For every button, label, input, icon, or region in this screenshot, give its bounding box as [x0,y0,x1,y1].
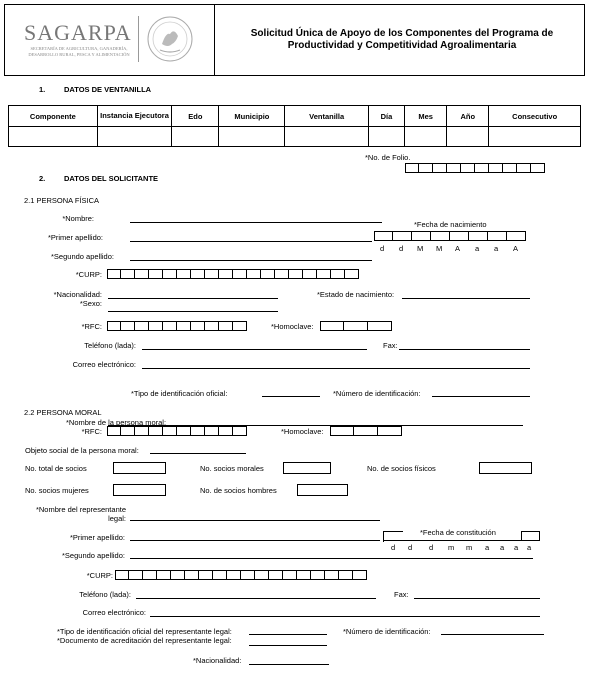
moral-homoclave-cells[interactable] [330,426,402,436]
fisica-primer-apellido-field[interactable] [130,241,372,242]
col-ano: Año [447,106,489,127]
moral-numero-identificacion-label: *Número de identificación: [343,627,431,636]
col-dia: Día [368,106,404,127]
fisica-estado-nacimiento-field[interactable] [402,298,530,299]
moral-homoclave-label: *Homoclave: [281,427,324,436]
moral-fecha-letter: d [429,543,434,552]
moral-tipo-identificacion-label: *Tipo de identificación oficial del representante legal: [57,627,232,636]
fisica-nombre-field[interactable] [130,222,382,223]
moral-nacionalidad-field[interactable] [249,664,329,665]
fisica-nacionalidad-label: *Nacionalidad: [53,290,102,299]
moral-segundo-apellido-field[interactable] [130,558,533,559]
fisica-fecha-letter: a [494,244,499,253]
col-consecutivo: Consecutivo [489,106,581,127]
moral-primer-apellido-label: *Primer apellido: [69,533,125,542]
fisica-fecha-cells[interactable] [374,231,526,241]
section2-title: DATOS DEL SOLICITANTE [64,174,159,183]
moral-nombre-label: *Nombre de la persona moral: [66,418,167,427]
fisica-tipo-identificacion-field[interactable] [262,396,320,397]
moral-fecha-letter: a [500,543,505,552]
input-instancia[interactable] [97,127,172,147]
folio-label: *No. de Folio. [365,153,411,162]
sagarpa-logo [10,12,210,70]
moral-fecha-letter: a [485,543,490,552]
moral-documento-acreditacion-field[interactable] [249,645,327,646]
fisica-numero-identificacion-label: *Número de identificación: [333,389,421,398]
form-title: Solicitud Única de Apoyo de los Componentes del Programa de Productividad y Competitividad Agroalimentaria [250,28,554,51]
logo-separator [138,16,139,62]
moral-segundo-apellido-label: *Segundo apellido: [62,551,125,560]
input-ventanilla[interactable] [285,127,368,147]
section1-title: DATOS DE VENTANILLA [64,85,152,94]
moral-socios-morales-field[interactable] [283,462,331,474]
moral-socios-fisicos-field[interactable] [479,462,532,474]
moral-fecha-constitucion-label: *Fecha de constitución [420,528,496,537]
fisica-fecha-letter: A [513,244,519,253]
fisica-curp-label: *CURP: [75,270,102,279]
moral-representante-label-2: legal: [108,514,126,523]
fisica-homoclave-cells[interactable] [320,321,392,331]
input-ano[interactable] [447,127,489,147]
logo-text: SAGARPA [24,20,132,45]
moral-title: 2.2 PERSONA MORAL [24,408,102,417]
moral-fecha-letter: m [466,543,473,552]
folio-cells[interactable] [405,163,545,173]
moral-total-socios-field[interactable] [113,462,166,474]
ventanilla-header-row [9,106,581,127]
section1-number: 1. [39,85,46,94]
fisica-title: 2.1 PERSONA FÍSICA [24,196,100,205]
fisica-fax-label: Fax: [383,341,398,350]
header-divider [214,4,215,76]
moral-primer-apellido-field[interactable] [130,540,380,541]
fisica-rfc-cells[interactable] [107,321,247,331]
moral-fecha-letter: d [391,543,396,552]
fisica-correo-field[interactable] [142,368,530,369]
moral-fecha-letter: a [514,543,519,552]
col-edo: Edo [172,106,219,127]
section2-number: 2. [39,174,46,183]
moral-curp-cells[interactable] [115,570,367,580]
moral-numero-identificacion-field[interactable] [441,634,544,635]
fisica-numero-identificacion-field[interactable] [432,396,530,397]
moral-fecha-letter: m [448,543,455,552]
col-instancia: Instancia Ejecutora [97,106,172,127]
fisica-sexo-field[interactable] [108,311,278,312]
moral-socios-fisicos-label: No. de socios físicos [367,464,436,473]
input-municipio[interactable] [219,127,285,147]
moral-fax-label: Fax: [394,590,409,599]
moral-telefono-field[interactable] [136,598,376,599]
moral-fax-field[interactable] [414,598,540,599]
col-componente: Componente [9,106,98,127]
col-ventanilla: Ventanilla [285,106,368,127]
logo-subtext: SECRETARÍA DE AGRICULTURA, GANADERÍA, DESARROLLO RURAL, PESCA Y ALIMENTACIÓN [28,46,130,57]
fisica-nombre-label: *Nombre: [62,214,94,223]
col-mes: Mes [405,106,447,127]
moral-documento-acreditacion-label: *Documento de acreditación del representante legal: [57,636,232,645]
fisica-fecha-label: *Fecha de nacimiento [414,220,487,229]
fisica-estado-nacimiento-label: *Estado de nacimiento: [317,290,395,299]
coat-of-arms-icon [146,14,194,64]
moral-representante-field[interactable] [130,520,380,521]
input-componente[interactable] [9,127,98,147]
moral-correo-label: Correo electrónico: [82,608,146,617]
fisica-segundo-apellido-label: *Segundo apellido: [51,252,114,261]
moral-rfc-label: *RFC: [81,427,102,436]
moral-fecha-letter: d [408,543,413,552]
moral-fecha-letter: a [527,543,532,552]
moral-representante-label: *Nombre del representante [35,505,126,514]
moral-socios-hombres-field[interactable] [297,484,348,496]
fisica-nacionalidad-field[interactable] [108,298,278,299]
fisica-tipo-identificacion-label: *Tipo de identificación oficial: [131,389,228,398]
moral-socios-morales-label: No. socios morales [200,464,264,473]
fisica-primer-apellido-label: *Primer apellido: [47,233,103,242]
input-dia[interactable] [368,127,404,147]
moral-fecha-baseline [383,540,540,541]
fisica-fax-field[interactable] [399,349,530,350]
moral-telefono-label: Teléfono (lada): [79,590,131,599]
moral-socios-mujeres-field[interactable] [113,484,166,496]
moral-tipo-identificacion-field[interactable] [249,634,327,635]
fisica-fecha-letter: M [417,244,424,253]
fisica-fecha-letter: M [436,244,443,253]
input-edo[interactable] [172,127,219,147]
fisica-fecha-letter: a [475,244,480,253]
fisica-fecha-letter: A [455,244,461,253]
fisica-correo-label: Correo electrónico: [72,360,136,369]
moral-total-socios-label: No. total de socios [25,464,87,473]
fisica-telefono-label: Teléfono (lada): [84,341,136,350]
input-mes[interactable] [405,127,447,147]
moral-socios-hombres-label: No. de socios hombres [200,486,277,495]
fisica-fecha-letter: d [399,244,404,253]
fisica-homoclave-label: *Homoclave: [271,322,314,331]
moral-rfc-cells[interactable] [107,426,247,436]
moral-nacionalidad-label: *Nacionalidad: [193,656,242,665]
moral-socios-mujeres-label: No. socios mujeres [25,486,89,495]
moral-correo-field[interactable] [150,616,540,617]
col-municipio: Municipio [219,106,285,127]
fisica-sexo-label: *Sexo: [79,299,102,308]
input-consecutivo[interactable] [489,127,581,147]
fisica-curp-cells[interactable] [107,269,359,279]
ventanilla-table [8,105,581,147]
moral-objeto-social-field[interactable] [150,453,246,454]
fisica-segundo-apellido-field[interactable] [130,260,372,261]
ventanilla-input-row [9,127,581,147]
moral-objeto-social-label: Objeto social de la persona moral: [25,446,139,455]
fisica-rfc-label: *RFC: [81,322,102,331]
moral-curp-label: *CURP: [86,571,113,580]
fisica-fecha-letter: d [380,244,385,253]
fisica-telefono-field[interactable] [142,349,367,350]
